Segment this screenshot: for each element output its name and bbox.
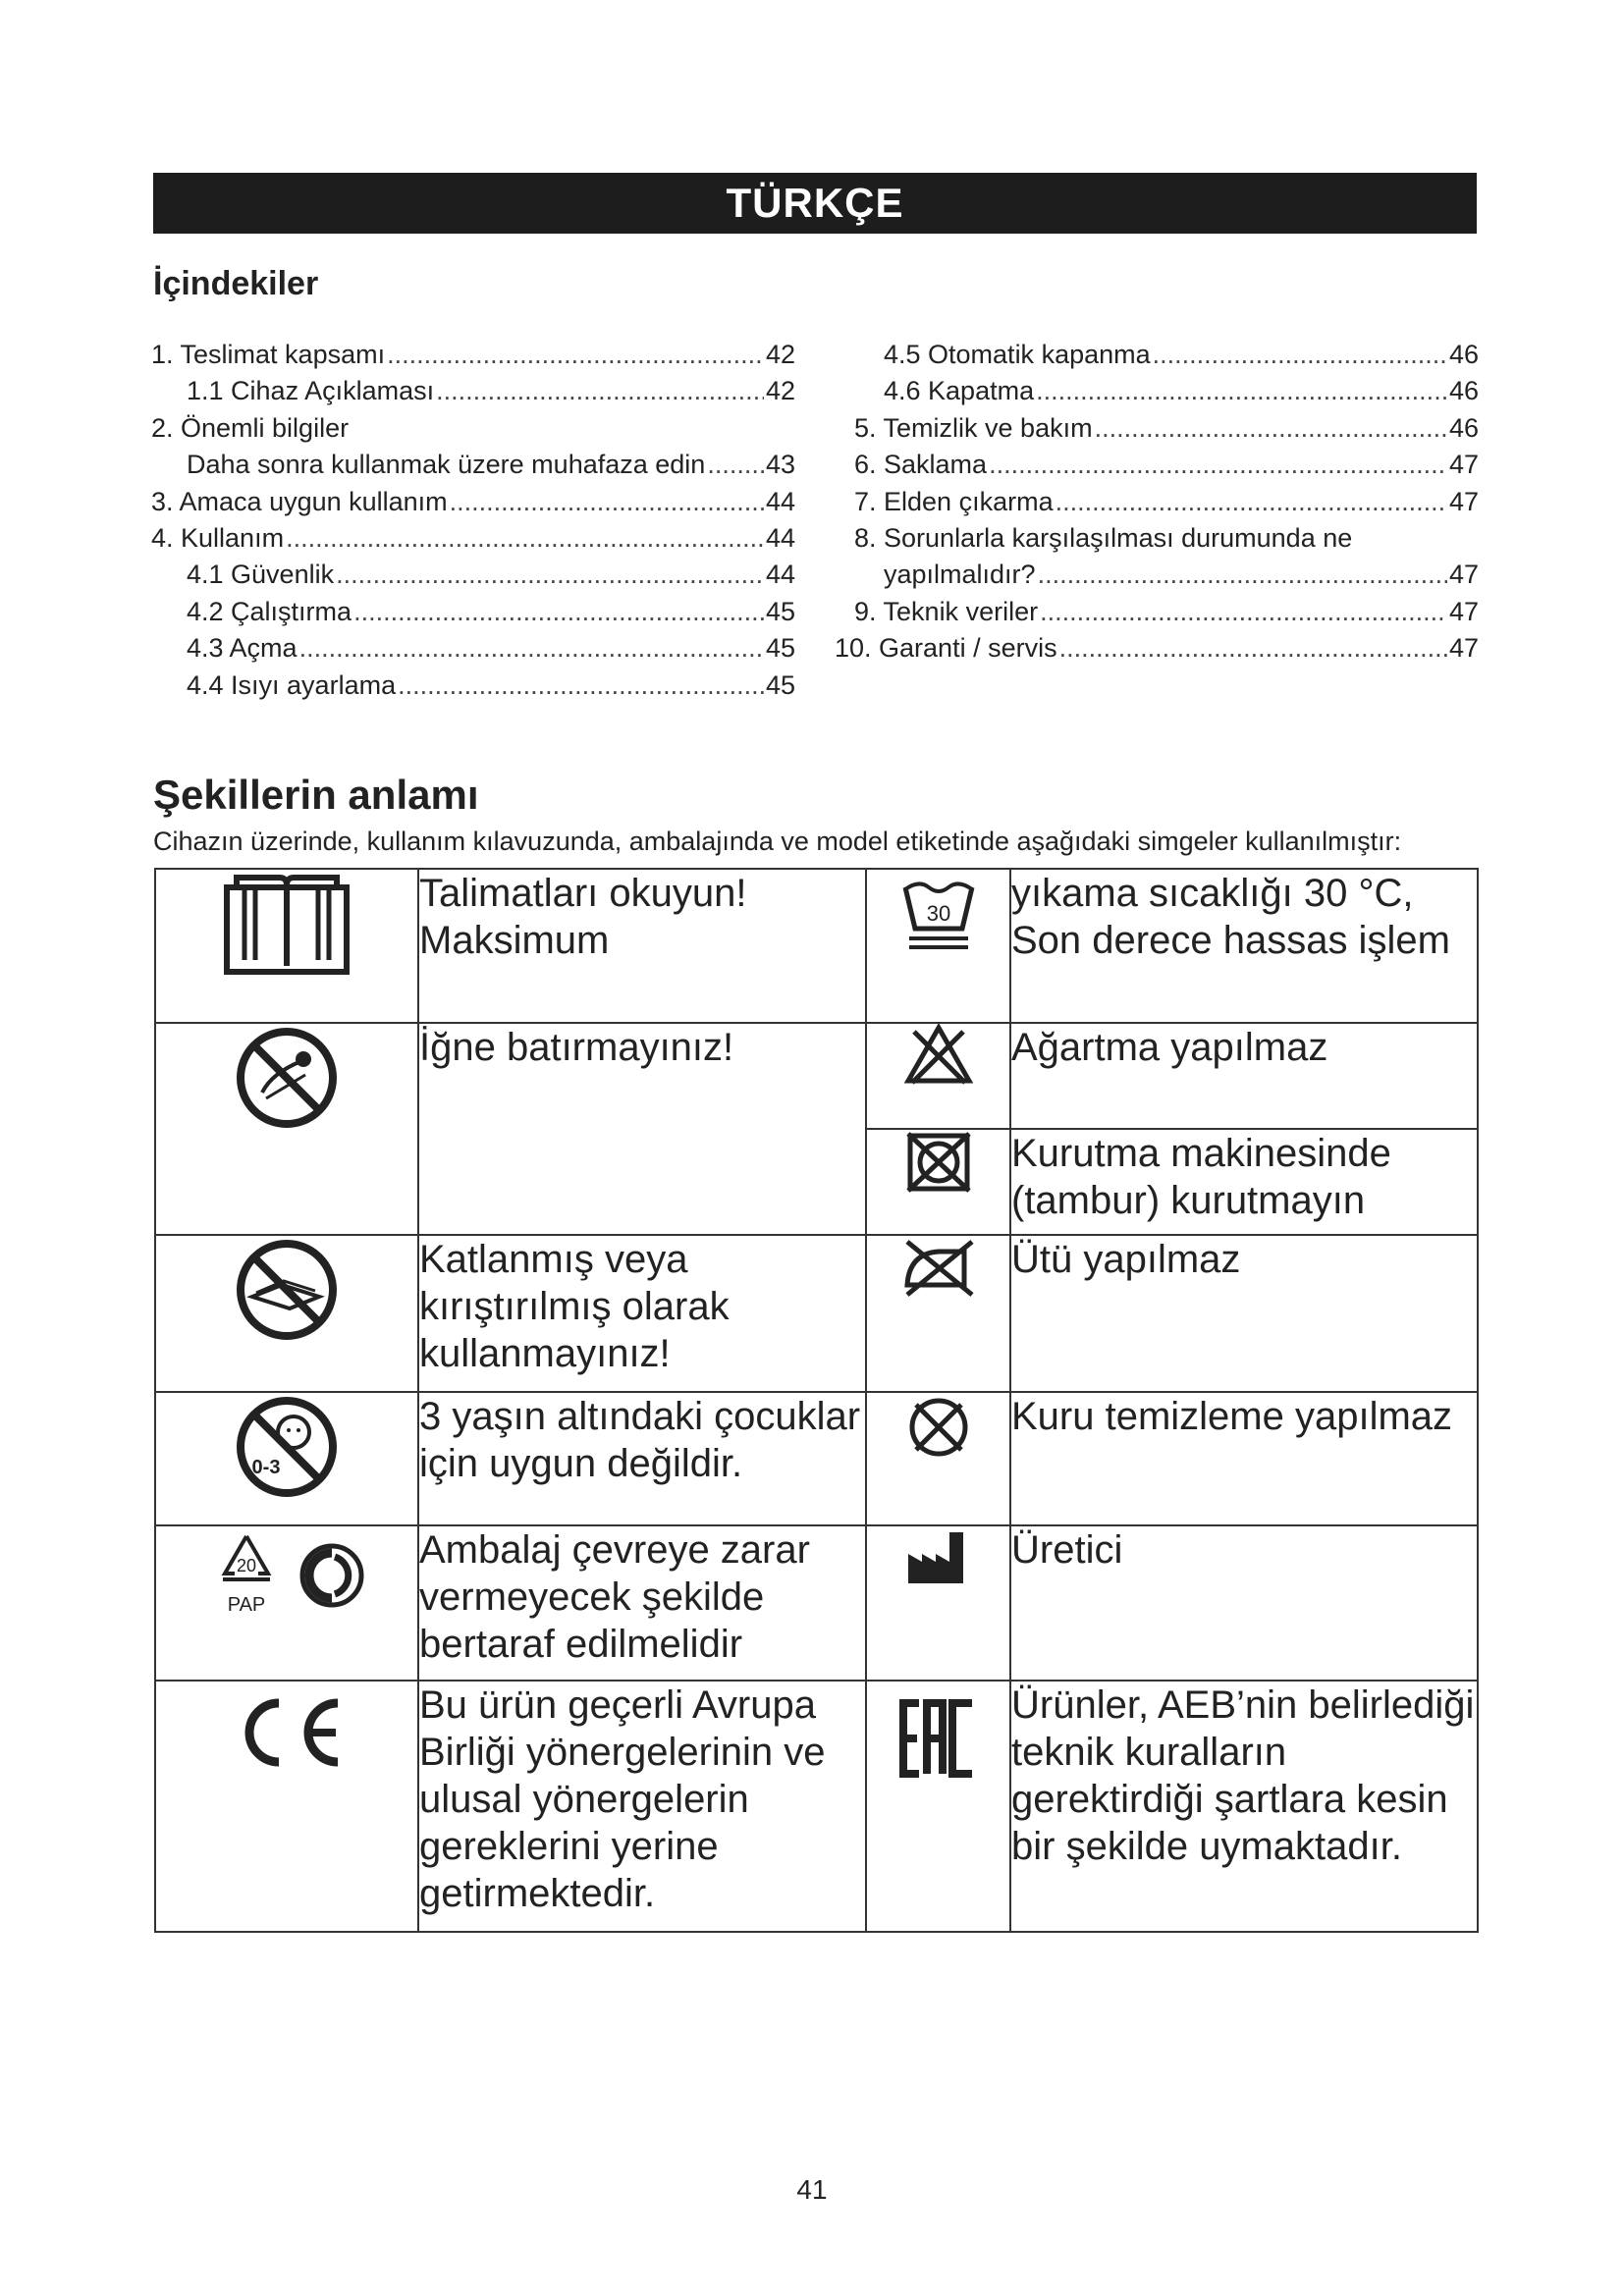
toc-entry <box>151 520 795 557</box>
toc-page-number: 44 <box>765 560 795 590</box>
toc-entry-label: 1.1 Cihaz Açıklaması <box>187 376 435 406</box>
icon-cell <box>866 1023 1010 1129</box>
toc-page-number: 45 <box>765 596 795 626</box>
toc-page-number: 47 <box>1448 450 1479 480</box>
symbols-table <box>154 868 1479 1933</box>
toc-page-number: 45 <box>765 633 795 664</box>
toc-page-number: 47 <box>1448 596 1479 626</box>
toc-entry-label: 8. Sorunlarla karşılaşılması durumunda ne <box>854 522 1353 553</box>
bleach-text: Ağartma yapılmaz <box>1010 1023 1478 1129</box>
table-row <box>155 1681 1478 1932</box>
toc-entry-label: 3. Amaca uygun kullanım <box>151 486 448 516</box>
toc-entry-label: 1. Teslimat kapsamı <box>151 340 386 369</box>
wash-text: yıkama sıcaklığı 30 °C, Son derece hassas işlem <box>1010 869 1478 1023</box>
manufacturer-text: Üretici <box>1010 1525 1478 1681</box>
packaging-text: Ambalaj çevreye zarar vermeyecek şekilde bertaraf edilmelidir <box>418 1525 866 1681</box>
tumble-dry-text: Kurutma makinesinde (tambur) kurutmayın <box>1010 1129 1478 1235</box>
toc-leader-dots <box>436 373 764 409</box>
symbols-heading: Şekillerin anlamı <box>153 772 479 818</box>
toc-entry <box>151 557 795 593</box>
dry-clean-text: Kuru temizleme yapılmaz <box>1010 1392 1478 1525</box>
recycling-code-label: 20 <box>237 1556 257 1575</box>
toc-heading: İçindekiler <box>153 265 319 302</box>
no-folding-icon <box>233 1266 341 1309</box>
table-row <box>155 1235 1478 1392</box>
toc-page-number: 42 <box>765 340 795 369</box>
recycling-pap-icon <box>207 1552 297 1616</box>
page-number: 41 <box>796 2174 828 2205</box>
toc-entry <box>835 484 1479 520</box>
open-book-icon <box>223 900 351 943</box>
toc-entry-label: 4.6 Kapatma <box>884 376 1035 406</box>
no-ironing-icon <box>899 1244 978 1287</box>
toc-entry-label: 6. Saklama <box>854 450 988 480</box>
toc-leader-dots <box>299 630 764 667</box>
toc-entry <box>151 373 795 409</box>
not-for-children-icon <box>233 1423 341 1478</box>
toc-entry <box>151 447 795 483</box>
table-row <box>155 1525 1478 1681</box>
toc-leader-dots <box>336 557 764 593</box>
folded-text: Katlanmış veya kırıştırılmış olarak kullanmayınız! <box>418 1235 866 1392</box>
toc-leader-dots <box>1040 594 1447 630</box>
language-header: TÜRKÇE <box>153 173 1477 234</box>
toc-entry <box>151 410 795 447</box>
toc-leader-dots <box>387 337 764 373</box>
toc-entry-label: 4.2 Çalıştırma <box>187 596 352 626</box>
icon-cell <box>155 1392 418 1525</box>
toc-leader-dots <box>1095 410 1447 447</box>
toc-entry <box>835 557 1479 593</box>
recycling-material-label: PAP <box>228 1594 266 1616</box>
no-dry-clean-icon <box>904 1404 973 1447</box>
toc-entry <box>835 373 1479 409</box>
toc-leader-dots <box>1056 484 1447 520</box>
toc-entry <box>835 594 1479 630</box>
toc-page-number: 47 <box>1448 560 1479 590</box>
icon-cell <box>155 1681 418 1932</box>
toc-entry-label: 9. Teknik veriler <box>854 596 1039 626</box>
toc-entry-label: Daha sonra kullanmak üzere muhafaza edin <box>187 450 706 480</box>
toc-entry-label: 7. Elden çıkarma <box>854 486 1054 516</box>
eac-mark-icon <box>899 1715 978 1758</box>
read-instructions-text: Talimatları okuyun! Maksimum <box>418 869 866 1023</box>
toc-entry <box>151 337 795 373</box>
icon-cell <box>866 1235 1010 1392</box>
toc-entry <box>151 630 795 667</box>
no-bleach-icon <box>904 1031 973 1074</box>
icon-cell <box>155 1525 418 1681</box>
toc-entry <box>835 337 1479 373</box>
toc-entry <box>835 410 1479 447</box>
icon-cell <box>155 869 418 1023</box>
toc-entry-label: yapılmalıdır? <box>884 560 1036 590</box>
toc-leader-dots <box>286 520 764 557</box>
children-text: 3 yaşın altındaki çocuklar için uygun değildir. <box>418 1392 866 1525</box>
toc-entry-label: 2. Önemli bilgiler <box>151 412 350 443</box>
toc-entry <box>835 520 1479 557</box>
green-dot-icon <box>298 1552 366 1595</box>
toc-leader-dots <box>1036 373 1447 409</box>
toc-leader-dots <box>1153 337 1447 373</box>
icon-cell <box>155 1235 418 1392</box>
toc-entry-label: 4. Kullanım <box>151 522 285 553</box>
no-tumble-dry-icon <box>904 1139 973 1182</box>
toc-leader-dots <box>989 447 1447 483</box>
toc-page-number: 46 <box>1448 340 1479 369</box>
icon-cell <box>155 1023 418 1235</box>
table-row <box>155 1392 1478 1525</box>
toc-right-column <box>835 337 1479 667</box>
table-row <box>155 869 1478 1023</box>
toc-entry-label: 4.3 Açma <box>187 633 298 664</box>
toc-entry <box>835 630 1479 667</box>
toc-entry <box>151 594 795 630</box>
toc-page-number: 46 <box>1448 376 1479 406</box>
toc-entry-label: 10. Garanti / servis <box>835 633 1057 664</box>
toc-entry-label: 4.1 Güvenlik <box>187 560 335 590</box>
toc-leader-dots <box>398 667 764 704</box>
toc-page-number: 47 <box>1448 486 1479 516</box>
toc-entry-label: 4.4 Isıyı ayarlama <box>187 669 397 700</box>
toc-page-number: 44 <box>765 522 795 553</box>
eac-text: Ürünler, AEB’nin belirlediği teknik kuralların gerektirdiği şartlara kesin bir şekilde uymaktadır. <box>1010 1681 1478 1932</box>
toc-left-column <box>151 337 795 704</box>
symbols-subtitle: Cihazın üzerinde, kullanım kılavuzunda, ambalajında ve model etiketinde aşağıdaki simgeler kullanılmıştır: <box>153 827 1402 856</box>
toc-leader-dots <box>707 447 764 483</box>
toc-page-number: 42 <box>765 376 795 406</box>
icon-cell <box>866 1525 1010 1681</box>
table-row <box>155 1023 1478 1129</box>
icon-cell <box>866 1681 1010 1932</box>
needle-text: İğne batırmayınız! <box>418 1023 866 1235</box>
toc-entry <box>835 447 1479 483</box>
ce-mark-icon <box>228 1709 346 1752</box>
toc-leader-dots <box>1059 630 1447 667</box>
wash-tub-30-icon <box>899 891 978 934</box>
ce-text: Bu ürün geçerli Avrupa Birliği yönergelerinin ve ulusal yönergelerin gereklerini yerine getirmektedir. <box>418 1681 866 1932</box>
toc-page-number: 46 <box>1448 412 1479 443</box>
toc-entry <box>151 484 795 520</box>
toc-leader-dots <box>353 594 764 630</box>
age-range-label: 0-3 <box>251 1457 281 1478</box>
toc-entry <box>151 667 795 704</box>
wash-temp-label: 30 <box>926 901 950 926</box>
toc-page-number: 43 <box>765 450 795 480</box>
toc-page-number: 47 <box>1448 633 1479 664</box>
manufacturer-factory-icon <box>904 1533 973 1576</box>
toc-page-number: 44 <box>765 486 795 516</box>
toc-entry-label: 4.5 Otomatik kapanma <box>884 340 1151 369</box>
toc-entry-label: 5. Temizlik ve bakım <box>854 412 1093 443</box>
toc-page-number: 45 <box>765 669 795 700</box>
icon-cell <box>866 1392 1010 1525</box>
ironing-text: Ütü yapılmaz <box>1010 1235 1478 1392</box>
toc-leader-dots <box>1038 557 1447 593</box>
icon-cell <box>866 869 1010 1023</box>
toc-leader-dots <box>450 484 764 520</box>
icon-cell <box>866 1129 1010 1235</box>
no-needle-icon <box>233 1054 341 1097</box>
